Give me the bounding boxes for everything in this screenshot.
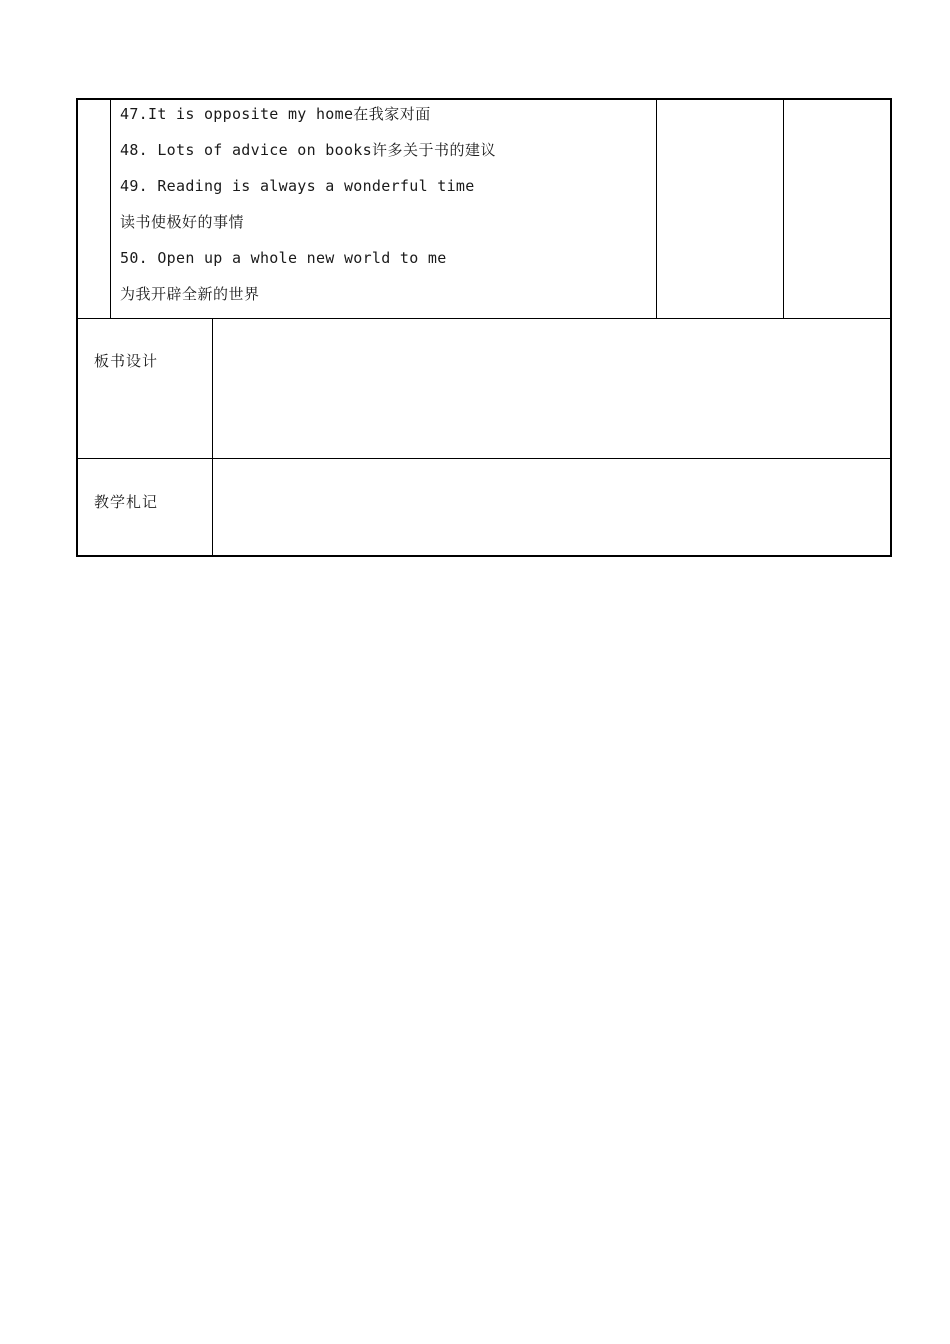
- table-grid-line: [110, 100, 111, 318]
- table-grid-line: [656, 100, 657, 318]
- list-item: 49. Reading is always a wonderful time: [120, 177, 475, 195]
- table-grid-line: [78, 458, 890, 459]
- table-grid-line: [212, 318, 213, 555]
- list-item: 为我开辟全新的世界: [120, 285, 260, 303]
- teaching-notes-label: 教学札记: [94, 493, 159, 511]
- table-grid-line: [783, 100, 784, 318]
- lesson-table: [76, 98, 892, 557]
- table-grid-line: [78, 318, 890, 319]
- list-item: 48. Lots of advice on books许多关于书的建议: [120, 141, 496, 159]
- list-item: 读书使极好的事情: [120, 213, 245, 231]
- list-item: 50. Open up a whole new world to me: [120, 249, 447, 267]
- blackboard-design-label: 板书设计: [94, 352, 159, 370]
- list-item: 47.It is opposite my home在我家对面: [120, 105, 431, 123]
